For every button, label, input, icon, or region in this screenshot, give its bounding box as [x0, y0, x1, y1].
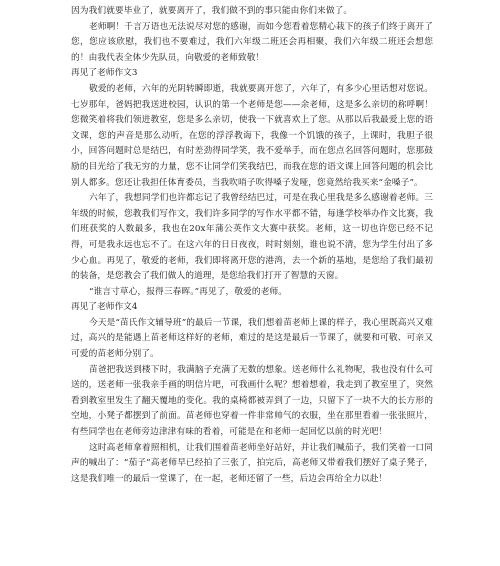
paragraph-8: 这时高老师拿着照相机，让我们围着苗老师坐好站好，并让我们喊茄子，我们笑着一口同声的喊出了：“茄子”高老师早已经拍了三张了，拍完后，高老师又带着我们摆好了桌子凳子，这是我们唯一的最后一堂课了，在一起，老师还留了一些，后边会再给全力以赴！ [71, 442, 433, 484]
paragraph-6: 今天是“苗氏作文辅导班”的最后一节课，我们想着苗老师上课的样子，我心里既高兴又难过，高兴的是能遇上苗老师这样好的老师，难过的是这是最后一节课了，就要和可敬、可亲又可爱的苗老师分别了。 [71, 317, 433, 360]
paragraph-4: 六年了，我想同学们也许都忘记了我曾经结巴过，可是在我心里我是多么感谢着老师。三年级的时候，您教我们写作文，我们许多同学的写作水平都不错，每逢学校举办作文比赛，我们班获奖的人数最多，我也在20x年蒲公英作文大赛中获奖。老师，这一切也许您已经不记得，可是我永远也忘不了。在这六年的日日夜夜，时时刻刻，谁也说不清，您为学生付出了多少心血。再见了，敬爱的老师，我们即将离开您的港湾，去一个新的基地，是您给了我们最初的装备，是您教会了我们做人的道理，是您给我们打开了智慧的天窗。 [71, 193, 433, 282]
paragraph-1: 因为我们就要毕业了，就要离开了，我们做不到的事只能由你们来做了。 [71, 6, 353, 16]
paragraph-5: “谁言寸草心，报得三春晖。”再见了，敬爱的老师。 [89, 286, 288, 297]
document-body [71, 4, 433, 487]
section-title-3: 再见了老师作文3 [71, 68, 138, 79]
paragraph-2: 老师啊！千言万语也无法说尽对您的感谢，而如今您看着您精心栽下的孩子们终于离开了您，您应该欣慰，我们也不要难过，我们六年级二班还会再相聚，我们六年级二班还会想您的！由我代表全体少先队员，向敬爱的老师致敬！ [71, 21, 433, 63]
paragraph-3: 敬爱的老师，六年的光阴转瞬即逝，我就要离开您了，六年了，有多少心里话想对您说。七岁那年，爸妈把我送进校园，认识的第一个老师是您——余老师，这是多么亲切的称呼啊！您微笑着将我们领进教室，您是多么亲切，使我一下就喜欢上了您。从那以后我最爱上您的语文课，您的声音是那么动听，在您的浮浮教诲下，我像一个饥饿的孩子，上课时，我胆子很小，回答问题时总是结巴，有时差劲得同学笑，我不爱举手，而在您点名回答问题时，您那鼓励的目光给了我无穷的力量，您不让同学们笑我结巴，而我在您的语文课上回答问题的机会比别人都多。您还让我担任体育委员，当我吹哨子吹得嗓子发哑，您竟然给我买来“金嗓子”。 [71, 83, 433, 188]
paragraph-7: 苗爸把我送到楼下时，我满脑子充满了无数的想象。送老师什么礼物呢，我也没有什么可送的，送老师一张我亲手画的明信片吧，可我画什么呢？想着想着，我走到了教室里了，突然看到教室里发生了翻天覆地的变化。我的桌椅都被弄到了一边，只留下了一块不大的长方形的空地，小凳子都摆到了前面。苗老师也穿着一件非常帅气的衣服，坐在那里看着一张张照片，有些同学也在老师旁边津津有味的看着，可能是在和老师一起回忆以前的时光吧！ [71, 364, 433, 438]
section-title-4: 再见了老师作文4 [71, 302, 138, 313]
